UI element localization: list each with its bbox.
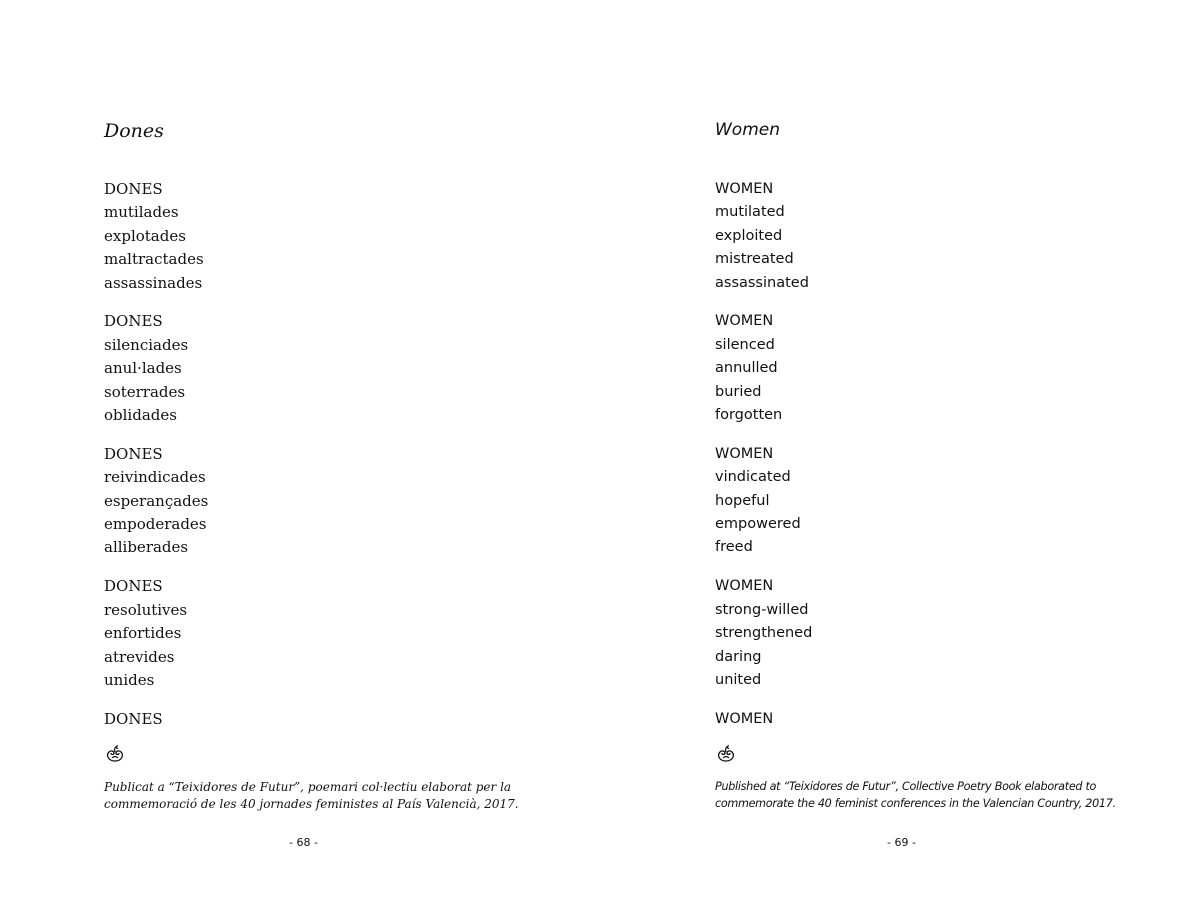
- note-line: commemoració de les 40 jornades feministes al País Valencià, 2017.: [104, 796, 519, 811]
- poem-line: maltractades: [104, 250, 204, 269]
- poem-line: united: [715, 671, 762, 688]
- poem-line: WOMEN: [715, 578, 774, 595]
- poem-line: strong-willed: [715, 601, 809, 618]
- stanza: [104, 708, 208, 731]
- poem-line: forgotten: [715, 407, 783, 424]
- note-line: commemorate the 40 feminist conferences in the Valencian Country, 2017.: [715, 796, 1116, 810]
- poem-line: freed: [715, 539, 753, 556]
- poem-line: hopeful: [715, 492, 770, 509]
- poem-line: DONES: [104, 577, 163, 596]
- poem-line: DONES: [104, 709, 163, 728]
- publication-note: [104, 779, 564, 812]
- poem-line: DONES: [104, 444, 163, 463]
- stanza: [104, 178, 208, 295]
- poem-line: assassinades: [104, 273, 203, 292]
- poem-line: silenced: [715, 336, 775, 353]
- poem-line: daring: [715, 648, 762, 665]
- stanza: [715, 443, 812, 560]
- fleuron-icon: [715, 744, 737, 764]
- poem-line: DONES: [104, 180, 163, 198]
- poem-line: anul·lades: [104, 359, 182, 378]
- poem-line: empoderades: [104, 515, 207, 534]
- poem-line: enfortides: [104, 624, 182, 643]
- poem-line: DONES: [104, 312, 163, 331]
- poem-line: WOMEN: [715, 181, 774, 197]
- page-number: - 68 -: [289, 836, 318, 849]
- fleuron-icon: [104, 744, 126, 764]
- poem-line: esperançades: [104, 491, 209, 510]
- poem-line: mutilated: [715, 204, 785, 221]
- poem-line: strengthened: [715, 625, 813, 642]
- poem-line: alliberades: [104, 538, 189, 557]
- poem-line: mutilades: [104, 203, 179, 222]
- stanza: [715, 575, 812, 692]
- stanza: [104, 575, 208, 692]
- stanza: [104, 310, 208, 427]
- right-page: [600, 0, 1200, 910]
- poem-line: reivindicades: [104, 468, 206, 487]
- poem-body: [715, 178, 812, 747]
- poem-line: oblidades: [104, 406, 177, 425]
- poem-line: buried: [715, 383, 762, 400]
- poem-line: annulled: [715, 360, 778, 377]
- poem-title: Dones: [104, 120, 164, 142]
- poem-line: explotades: [104, 226, 186, 245]
- poem-line: unides: [104, 670, 155, 689]
- poem-line: vindicated: [715, 469, 791, 486]
- poem-line: WOMEN: [715, 710, 774, 727]
- stanza: [715, 708, 812, 731]
- poem-line: resolutives: [104, 600, 188, 619]
- note-line: Published at “Teixidores de Futur”, Collective Poetry Book elaborated to: [715, 780, 1097, 793]
- note-line: Publicat a “Teixidores de Futur”, poemari col·lectiu elaborat per la: [104, 780, 512, 794]
- poem-line: exploited: [715, 227, 783, 244]
- poem-line: soterrades: [104, 382, 186, 401]
- poem-line: mistreated: [715, 251, 794, 268]
- stanza: [715, 310, 812, 427]
- poem-line: empowered: [715, 516, 801, 533]
- poem-body: [104, 178, 208, 747]
- poem-line: silenciades: [104, 335, 189, 354]
- publication-note: [715, 779, 1135, 812]
- stanza: [715, 178, 812, 295]
- page-number: - 69 -: [887, 836, 916, 849]
- poem-line: atrevides: [104, 647, 175, 666]
- poem-line: WOMEN: [715, 313, 774, 330]
- stanza: [104, 443, 208, 560]
- poem-title: Women: [715, 120, 781, 140]
- poem-line: assassinated: [715, 274, 809, 291]
- poem-line: WOMEN: [715, 445, 774, 462]
